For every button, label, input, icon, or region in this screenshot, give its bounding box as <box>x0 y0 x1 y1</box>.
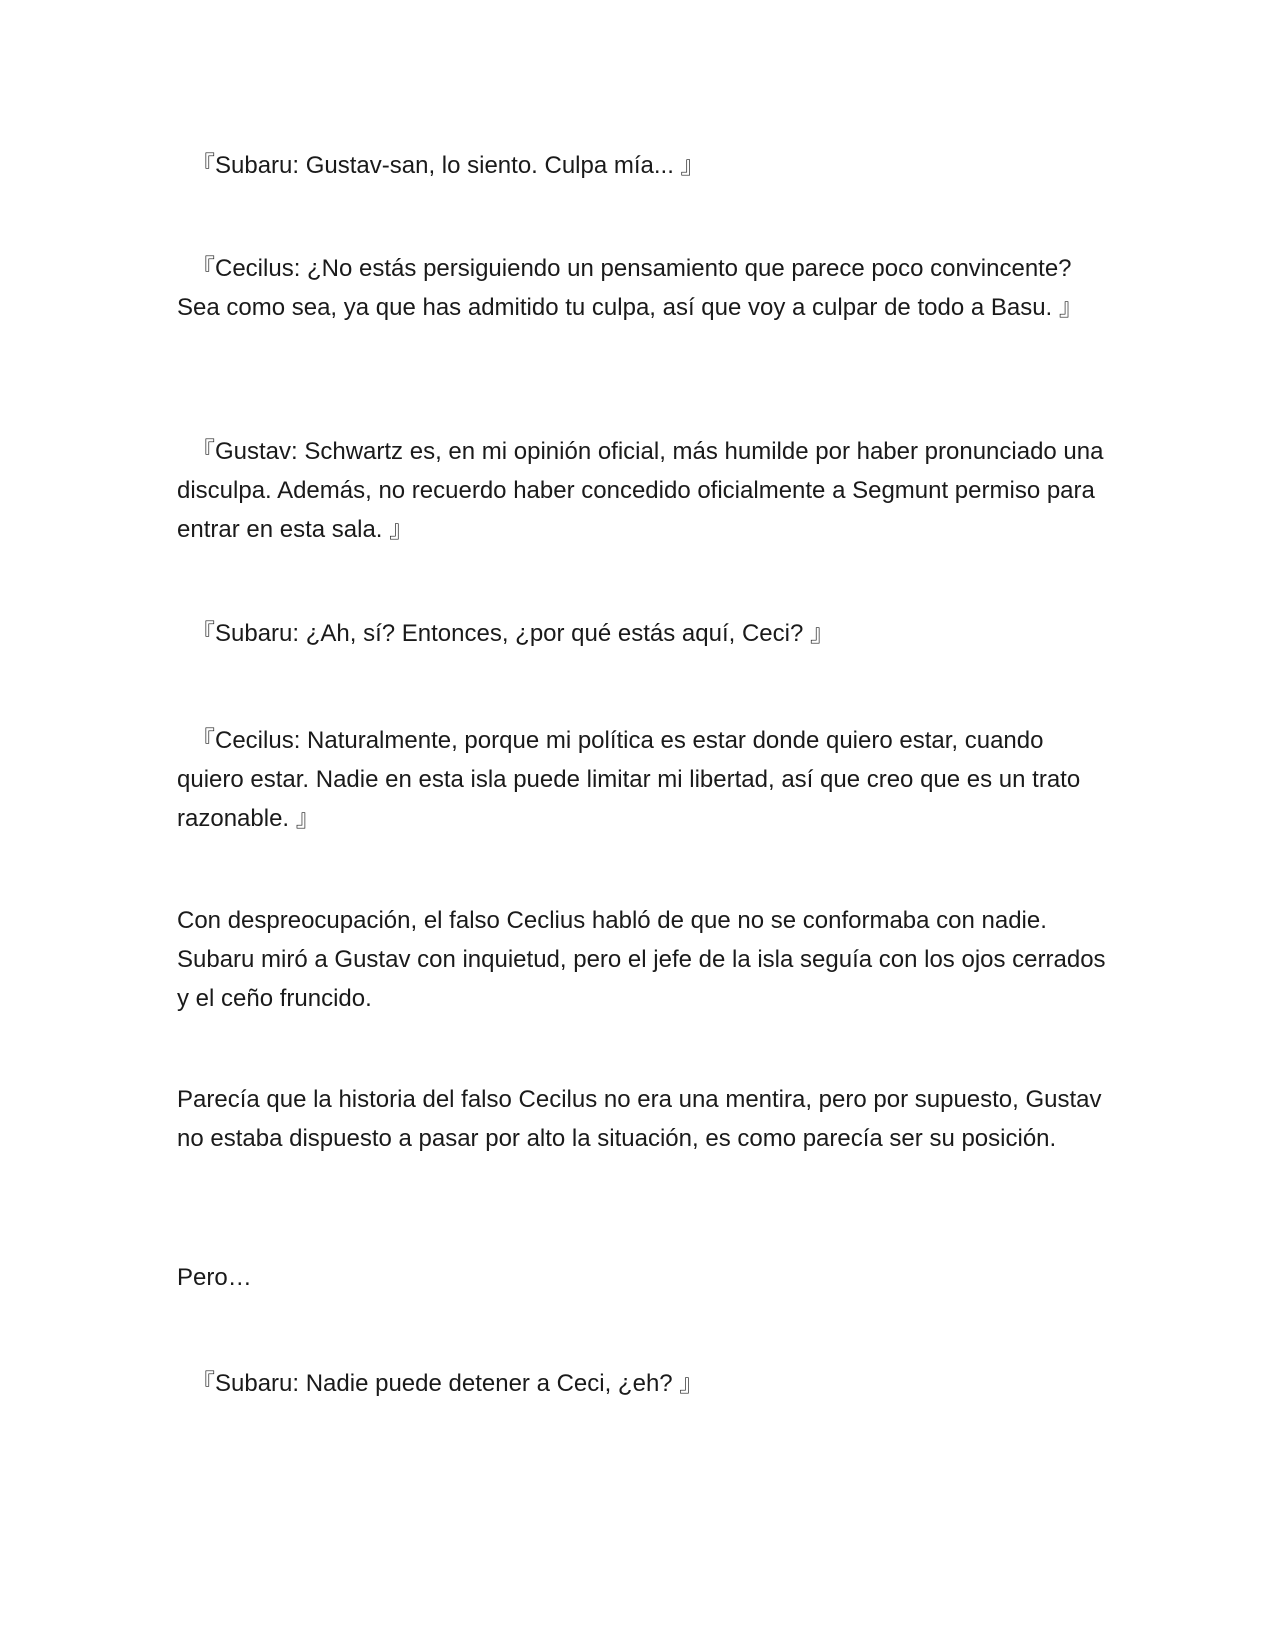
narration-paragraph: Parecía que la historia del falso Cecilus no era una mentira, pero por supuesto, Gustav no estaba dispuesto a pasar por alto la situación, es como parecía ser su posición. <box>177 1086 1102 1152</box>
dialogue-gustav-permission: 『Gustav: Schwartz es, en mi opinión oficial, más humilde por haber pronunciado una disculpa. Además, no recuerdo haber concedido oficialmente a Segmunt permiso para entrar en esta sala. 』 <box>177 438 1104 543</box>
narration-paragraph: Pero… <box>177 1264 252 1291</box>
dialogue-subaru-ceci: 『Subaru: Nadie puede detener a Ceci, ¿eh? 』 <box>191 1370 704 1397</box>
narration-paragraph: Con despreocupación, el falso Ceclius habló de que no se conformaba con nadie. Subaru miró a Gustav con inquietud, pero el jefe de la isla seguía con los ojos cerrados y el ceño fruncido. <box>177 907 1106 1012</box>
dialogue-subaru-question: 『Subaru: ¿Ah, sí? Entonces, ¿por qué estás aquí, Ceci? 』 <box>191 620 834 647</box>
dialogue-cecilus-freedom: 『Cecilus: Naturalmente, porque mi política es estar donde quiero estar, cuando quiero estar. Nadie en esta isla puede limitar mi libertad, así que creo que es un trato razonable. 』 <box>177 727 1081 832</box>
dialogue-cecilus-blame: 『Cecilus: ¿No estás persiguiendo un pensamiento que parece poco convincente? Sea como sea, ya que has admitido tu culpa, así que voy a culpar de todo a Basu. 』 <box>177 255 1083 321</box>
dialogue-subaru-apology: 『Subaru: Gustav-san, lo siento. Culpa mía... 』 <box>191 152 705 179</box>
